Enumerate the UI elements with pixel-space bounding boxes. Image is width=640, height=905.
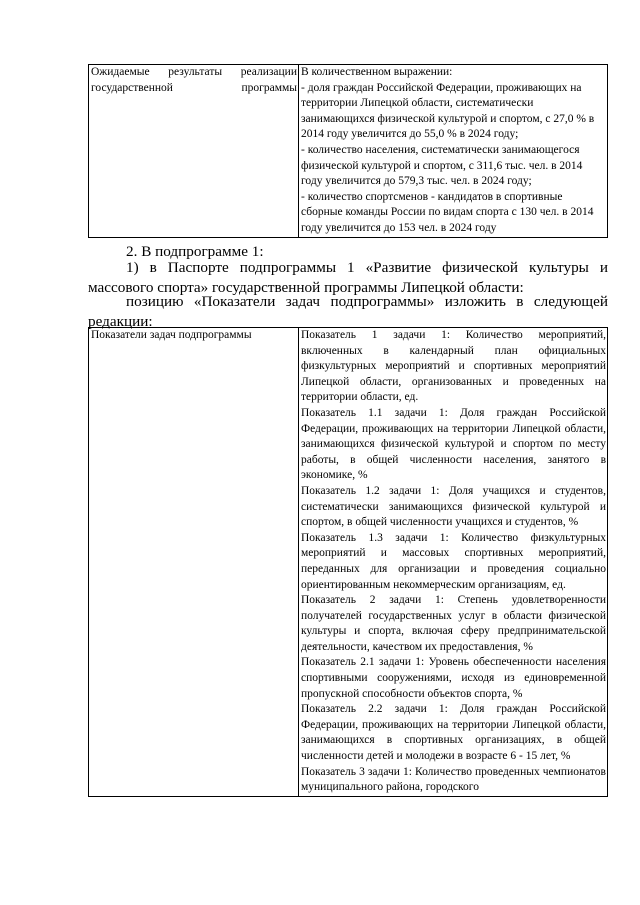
- indicators-label: Показатели задач подпрограммы: [91, 329, 252, 341]
- results-value-cell: [299, 65, 608, 238]
- results-label: Ожидаемые результаты реализации государственной программы: [91, 66, 297, 94]
- indicator-item: Показатель 1.1 задачи 1: Доля граждан Российской Федерации, проживающих на территории Липецкой области, занимающихся физической культурой и спортом по месту работы, в общей численности населения, занятого в экономике, %: [301, 406, 606, 482]
- indicators-label-cell: [89, 328, 299, 797]
- paragraph-position: позицию «Показатели задач подпрограммы» изложить в следующей редакции:: [88, 293, 608, 330]
- results-table: [88, 64, 608, 238]
- paragraph-subprogram: 2. В подпрограмме 1:: [126, 243, 264, 260]
- indicator-item: Показатель 3 задачи 1: Количество проведенных чемпионатов муниципального района, городского: [301, 765, 606, 794]
- indicator-item: Показатель 2.2 задачи 1: Доля граждан Российской Федерации, проживающих на территории Липецкой области, занимающихся в спортивных организациях, в общей численности детей и молодежи в возрасте 6 - 15 лет, %: [301, 703, 606, 763]
- indicator-item: Показатель 1 задачи 1: Количество мероприятий, включенных в календарный план официальных физкультурных мероприятий и спортивных мероприятий Липецкой области, организованных и проведенных на территории области, ед.: [301, 329, 606, 404]
- indicators-value-cell: [299, 328, 608, 797]
- results-item: В количественном выражении:: [301, 66, 453, 78]
- results-item: - доля граждан Российской Федерации, проживающих на территории Липецкой области, систематически занимающихся физической культурой и спортом, с 27,0 % в 2014 году увеличится до 55,0 % в 2024 году;: [301, 81, 595, 141]
- paragraph-passport: 1) в Паспорте подпрограммы 1 «Развитие физической культуры и массового спорта» государственной программы Липецкой области:: [88, 259, 608, 296]
- results-label-cell: [89, 65, 299, 238]
- indicator-item: Показатель 1.3 задачи 1: Количество физкультурных мероприятий и массовых спортивных мероприятий, переданных для организации и проведения социально ориентированным некоммерческим организациям, ед.: [301, 531, 606, 591]
- results-item: - количество населения, систематически занимающегося физической культурой и спортом, с 311,6 тыс. чел. в 2014 году увеличится до 579,3 тыс. чел. в 2024 году;: [301, 143, 583, 188]
- results-item: - количество спортсменов - кандидатов в спортивные сборные команды России по видам спорта с 130 чел. в 2014 году увеличится до 153 чел. в 2024 году: [301, 190, 594, 234]
- indicators-table: [88, 327, 608, 797]
- table-row: [89, 328, 608, 797]
- indicator-item: Показатель 2.1 задачи 1: Уровень обеспеченности населения спортивными сооружениями, исходя из единовременной пропускной способности объектов спорта, %: [301, 656, 606, 700]
- indicator-item: Показатель 2 задачи 1: Степень удовлетворенности получателей государственных услуг в области физической культуры и спорта, включая сферу предпринимательской деятельности, качеством их предоставления, %: [301, 594, 606, 653]
- table-row: [89, 65, 608, 238]
- indicator-item: Показатель 1.2 задачи 1: Доля учащихся и студентов, систематически занимающихся физической культурой и спортом, в общей численности учащихся и студентов, %: [301, 484, 606, 529]
